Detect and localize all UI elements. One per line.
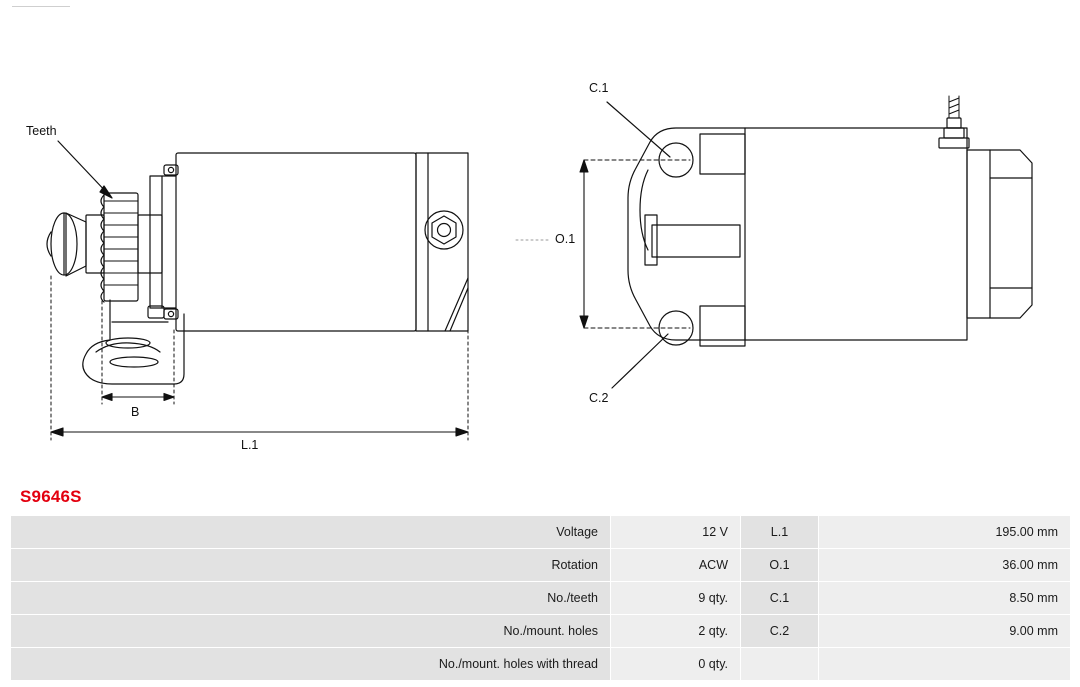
- spec-key: Rotation: [11, 549, 611, 582]
- dim-value: 8.50 mm: [819, 582, 1071, 615]
- dim-key: C.1: [741, 582, 819, 615]
- dim-key: C.2: [741, 615, 819, 648]
- spec-value: 0 qty.: [611, 648, 741, 681]
- table-row: [11, 516, 1071, 549]
- spec-value: ACW: [611, 549, 741, 582]
- spec-key: No./teeth: [11, 582, 611, 615]
- spec-key: Voltage: [11, 516, 611, 549]
- label-o1: O.1: [555, 232, 576, 246]
- dim-value: 36.00 mm: [819, 549, 1071, 582]
- dim-key: O.1: [741, 549, 819, 582]
- table-row: [11, 615, 1071, 648]
- spec-table-wrapper: [10, 515, 1070, 681]
- dim-key-empty: [741, 648, 819, 681]
- dim-value-empty: [819, 648, 1071, 681]
- dim-value: 195.00 mm: [819, 516, 1071, 549]
- label-teeth: Teeth: [26, 124, 57, 138]
- table-row: [11, 549, 1071, 582]
- spec-key: No./mount. holes with thread: [11, 648, 611, 681]
- dim-key: L.1: [741, 516, 819, 549]
- table-row: [11, 582, 1071, 615]
- spec-value: 2 qty.: [611, 615, 741, 648]
- spec-value: 9 qty.: [611, 582, 741, 615]
- label-l1: L.1: [241, 438, 259, 452]
- dim-value: 9.00 mm: [819, 615, 1071, 648]
- spec-table: [10, 515, 1071, 681]
- table-row: [11, 648, 1071, 681]
- label-c1: C.1: [589, 81, 609, 95]
- spec-value: 12 V: [611, 516, 741, 549]
- label-c2: C.2: [589, 391, 609, 405]
- part-code: S9646S: [20, 487, 82, 506]
- label-b: B: [131, 405, 140, 419]
- spec-key: No./mount. holes: [11, 615, 611, 648]
